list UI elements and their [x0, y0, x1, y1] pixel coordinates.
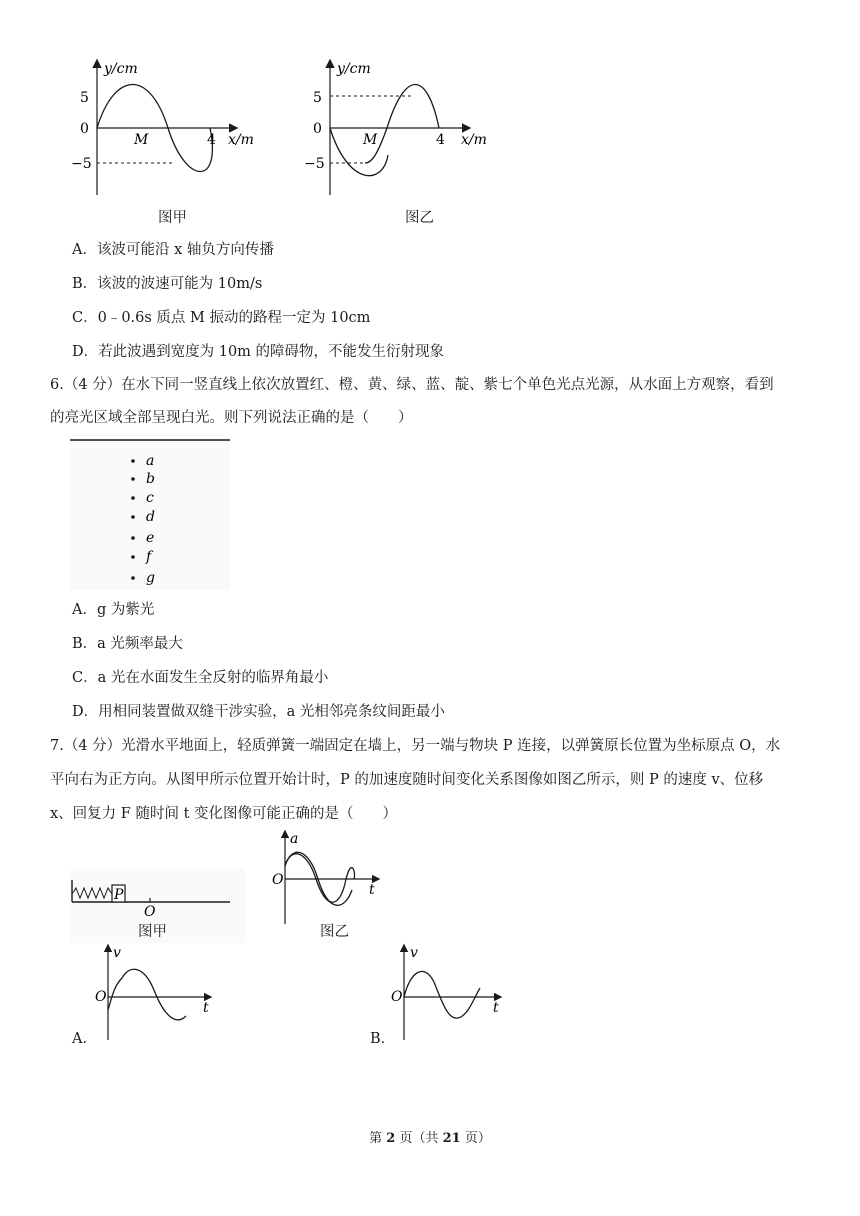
light-sources-figure — [70, 438, 230, 590]
origin-label: O — [272, 872, 284, 888]
y-axis-label: y/cm — [337, 61, 371, 77]
page-footer — [0, 1127, 860, 1146]
x-axis-label: x/m — [461, 132, 487, 148]
option-a-graph — [92, 942, 214, 1042]
wave-graph-yi — [303, 55, 513, 205]
light-source-label: a — [146, 453, 155, 469]
light-source-label: g — [146, 570, 155, 586]
light-source-dot — [131, 555, 135, 559]
q5-option-a: A．该波可能沿 x 轴负方向传播 — [72, 242, 274, 258]
tick-neg5: −5 — [71, 156, 92, 172]
q6-stem-line2: 的亮光区域全部呈现白光。则下列说法正确的是（ ） — [50, 410, 413, 426]
tick-4: 4 — [207, 132, 216, 148]
light-source-label: b — [146, 471, 155, 487]
q6-option-c: C．a 光在水面发生全反射的临界角最小 — [72, 670, 329, 686]
caption-spring-jia: 图甲 — [138, 924, 167, 940]
light-source-dot — [131, 496, 135, 500]
tick-5: 5 — [313, 90, 322, 106]
q7-stem-line2: 平向右为正方向。从图甲所示位置开始计时，P 的加速度随时间变化关系图像如图乙所示，则 P 的速度 v、位移 — [50, 772, 764, 788]
wave-graph-jia — [70, 55, 280, 205]
tick-neg5: −5 — [304, 156, 325, 172]
q5-option-d: D．若此波遇到宽度为 10m 的障碍物，不能发生衍射现象 — [72, 344, 445, 360]
origin-label: O — [95, 989, 107, 1005]
light-source-label: d — [146, 509, 155, 525]
q6-option-d: D．用相同装置做双缝干涉实验，a 光相邻亮条纹间距最小 — [72, 704, 445, 720]
a-axis-label: a — [290, 831, 299, 847]
q7-stem-line1: 7.（4 分）光滑水平地面上，轻质弹簧一端固定在墙上，另一端与物块 P 连接，以弹簧原长位置为坐标原点 O，水 — [50, 738, 781, 754]
q6-option-a: A．g 为紫光 — [72, 602, 155, 618]
light-source-label: f — [146, 549, 152, 565]
footer-total-pages: 21 — [442, 1131, 461, 1146]
v-t-curve-a — [108, 969, 186, 1020]
caption-jia: 图甲 — [158, 210, 187, 226]
light-source-dot — [131, 477, 135, 481]
q7-option-b-letter: B． — [370, 1031, 396, 1047]
q5-option-c: C．0﹣0.6s 质点 M 振动的路程一定为 10cm — [72, 310, 371, 326]
v-t-curve-b — [404, 971, 480, 1018]
t-axis-label: t — [203, 1000, 209, 1016]
t-axis-label: t — [493, 1000, 499, 1016]
caption-yi: 图乙 — [405, 210, 434, 226]
q6-stem-line1: 6.（4 分）在水下同一竖直线上依次放置红、橙、黄、绿、蓝、靛、紫七个单色光点光源，从水面上方观察，看到 — [50, 377, 774, 393]
q7-stem-line3: x、回复力 F 随时间 t 变化图像可能正确的是（ ） — [50, 806, 397, 822]
tick-0: 0 — [80, 121, 89, 137]
y-axis-label: y/cm — [104, 61, 138, 77]
x-axis-label: x/m — [228, 132, 254, 148]
light-source-label: e — [146, 530, 155, 546]
q7-option-a-letter: A． — [72, 1031, 97, 1047]
q5-option-b: B．该波的波速可能为 10m/s — [72, 276, 263, 292]
v-axis-label: v — [410, 945, 418, 961]
origin-label: O — [391, 989, 403, 1005]
tick-0: 0 — [313, 121, 322, 137]
footer-suffix: 页） — [460, 1131, 491, 1146]
wave-curve — [330, 85, 439, 176]
block-p-label: P — [114, 887, 124, 903]
light-source-label: c — [146, 490, 154, 506]
tick-4: 4 — [436, 132, 445, 148]
light-source-dot — [131, 576, 135, 580]
footer-middle: 页（共 — [395, 1131, 443, 1146]
light-source-dot — [131, 536, 135, 540]
q6-option-b: B．a 光频率最大 — [72, 636, 183, 652]
tick-5: 5 — [80, 90, 89, 106]
point-m-label: M — [134, 132, 149, 148]
footer-prefix: 第 — [369, 1131, 387, 1146]
acceleration-graph — [268, 828, 388, 928]
caption-accel-yi: 图乙 — [320, 924, 349, 940]
option-b-graph — [382, 942, 504, 1042]
v-axis-label: v — [113, 945, 121, 961]
footer-page-number: 2 — [386, 1131, 396, 1146]
light-source-dot — [131, 515, 135, 519]
light-source-dot — [131, 459, 135, 463]
point-m-label: M — [363, 132, 378, 148]
t-axis-label: t — [369, 882, 375, 898]
origin-o-label: O — [144, 904, 156, 920]
